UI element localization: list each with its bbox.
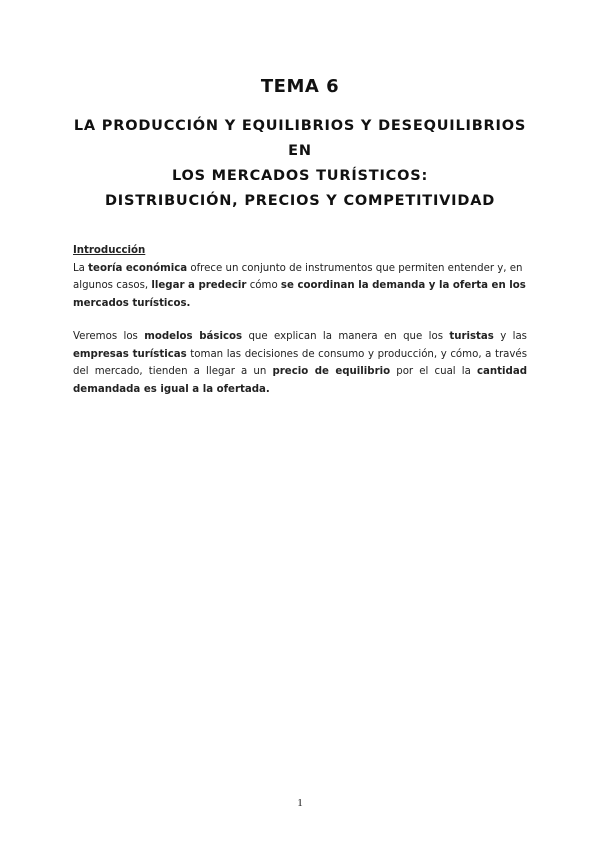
title-line-3: DISTRIBUCIÓN, PRECIOS Y COMPETITIVIDAD [104,193,496,209]
p2-text: y las [493,331,527,342]
chapter-number: TEMA 6 [260,76,340,97]
p1-bold-term: teoría económica [88,262,188,274]
p2-bold-term: modelos básicos [144,331,243,342]
p2-bold-term: turistas [449,331,494,342]
title-line-2: LOS MERCADOS TURÍSTICOS: [171,168,429,184]
paragraph-1 [73,260,527,313]
chapter-title [60,114,540,214]
p2-bold-term: cantidad demandada es igual a la ofertada. [73,366,528,395]
p2-text: por el cual la [390,366,478,377]
p1-text: La [73,262,89,274]
p1-bold-term: se coordinan la demanda y la oferta en los mercados turísticos. [73,280,526,309]
introduction-section [73,242,527,398]
p2-text: que explican la manera en que los [242,331,450,342]
p2-bold-term: empresas turísticas [73,348,187,360]
p1-bold-term: llegar a predecir [151,280,247,291]
paragraph-2 [73,328,527,398]
p1-text: ofrece un conjunto de instrumentos que permiten entender y, en algunos casos, [73,262,523,291]
title-line-1: LA PRODUCCIÓN Y EQUILIBRIOS Y DESEQUILIBRIOS EN [73,118,527,159]
p2-text: Veremos los [73,331,145,342]
p2-text: toman las decisiones de consumo y producción, y cómo, a través del mercado, tienden a llegar a un [73,348,528,377]
section-heading: Introducción [73,245,146,256]
p1-text: cómo [246,280,281,291]
page-number: 1 [297,797,303,809]
p2-bold-term: precio de equilibrio [272,366,391,377]
